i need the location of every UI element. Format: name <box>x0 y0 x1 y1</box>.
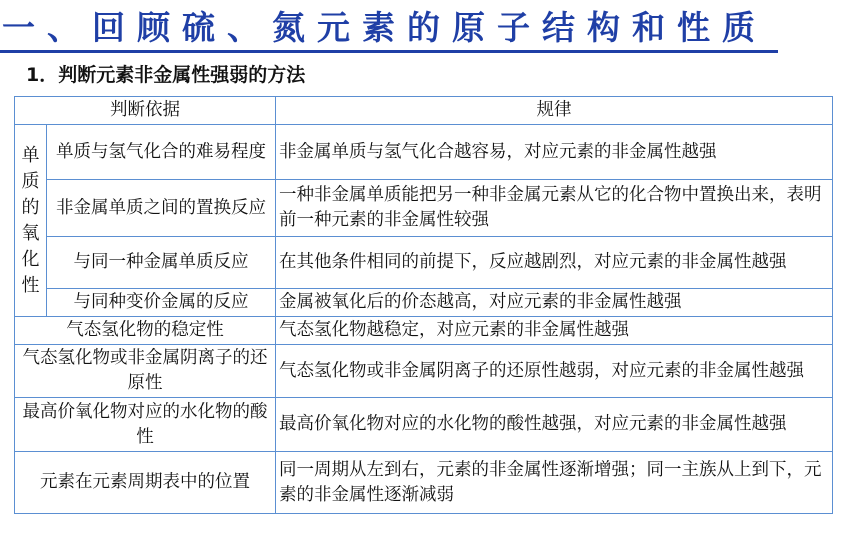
rule-cell: 气态氢化物越稳定，对应元素的非金属性越强 <box>276 317 833 345</box>
rule-cell: 气态氢化物或非金属阴离子的还原性越弱，对应元素的非金属性越强 <box>276 345 833 398</box>
table-row <box>15 125 833 180</box>
group-label-char: 单 <box>21 144 40 166</box>
group-label-char: 质 <box>21 170 40 192</box>
slide-title: 一、回顾硫、氮元素的原子结构和性质 <box>2 8 767 47</box>
rule-cell: 金属被氧化后的价态越高，对应元素的非金属性越强 <box>276 289 833 317</box>
table-row <box>15 345 833 398</box>
criteria-table <box>14 96 833 514</box>
basis-cell: 气态氢化物的稳定性 <box>15 317 276 345</box>
table-row <box>15 180 833 237</box>
table-row <box>15 452 833 514</box>
header-rule: 规律 <box>276 97 833 125</box>
basis-cell: 最高价氧化物对应的水化物的酸性 <box>15 398 276 452</box>
group-label-char: 氧 <box>21 222 40 244</box>
table-row <box>15 237 833 289</box>
rule-cell: 同一周期从左到右，元素的非金属性逐渐增强；同一主族从上到下，元素的非金属性逐渐减弱 <box>276 452 833 514</box>
rule-cell: 在其他条件相同的前提下，反应越剧烈，对应元素的非金属性越强 <box>276 237 833 289</box>
basis-cell: 非金属单质之间的置换反应 <box>47 180 276 237</box>
group-label-oxidizing <box>15 125 47 317</box>
section-heading: 1．判断元素非金属性强弱的方法 <box>26 64 306 86</box>
basis-cell: 与同种变价金属的反应 <box>47 289 276 317</box>
header-basis: 判断依据 <box>15 97 276 125</box>
table-row <box>15 317 833 345</box>
rule-cell: 最高价氧化物对应的水化物的酸性越强，对应元素的非金属性越强 <box>276 398 833 452</box>
group-label-char: 性 <box>21 274 40 296</box>
basis-cell: 单质与氢气化合的难易程度 <box>47 125 276 180</box>
basis-cell: 元素在元素周期表中的位置 <box>15 452 276 514</box>
basis-cell: 气态氢化物或非金属阴离子的还原性 <box>15 345 276 398</box>
table-row <box>15 289 833 317</box>
rule-cell: 非金属单质与氢气化合越容易，对应元素的非金属性越强 <box>276 125 833 180</box>
table-header-row <box>15 97 833 125</box>
basis-cell: 与同一种金属单质反应 <box>47 237 276 289</box>
rule-cell: 一种非金属单质能把另一种非金属元素从它的化合物中置换出来，表明前一种元素的非金属性较强 <box>276 180 833 237</box>
group-label-char: 化 <box>21 248 40 270</box>
title-underline <box>0 50 778 53</box>
table-row <box>15 398 833 452</box>
group-label-char: 的 <box>21 196 40 218</box>
